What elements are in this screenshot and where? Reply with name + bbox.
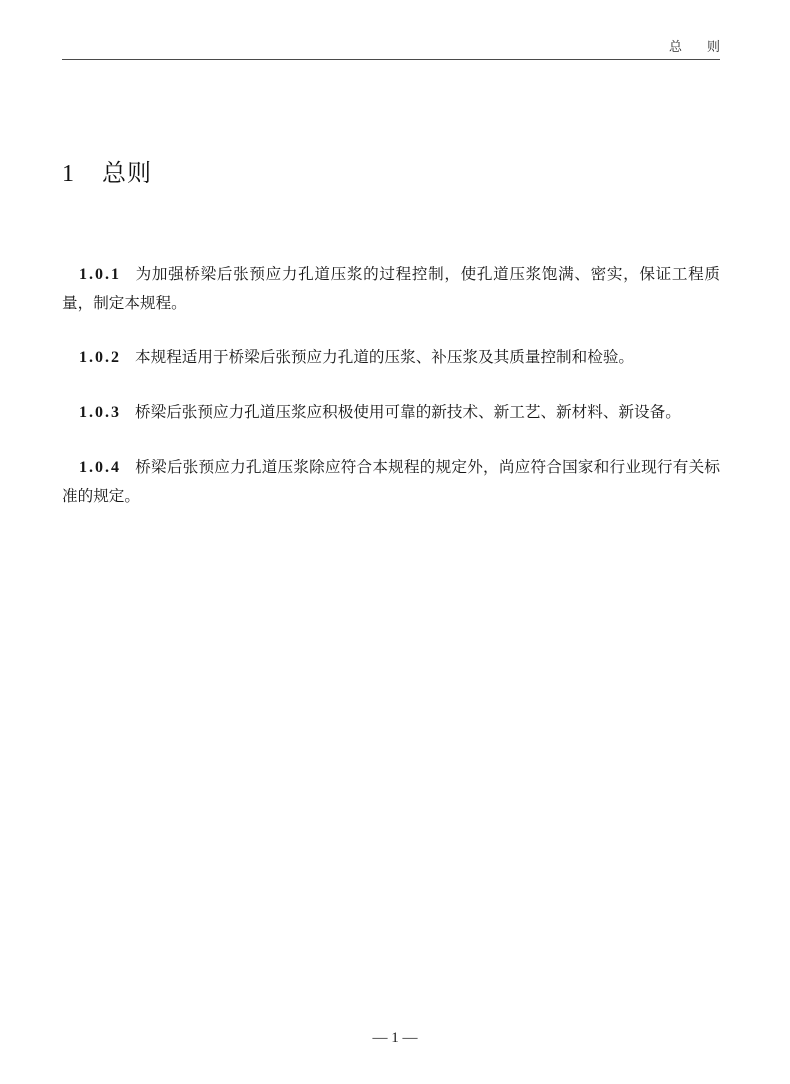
header-rule <box>62 59 720 60</box>
clause-1-0-1 <box>62 260 720 317</box>
clause-text: 桥梁后张预应力孔道压浆应积极使用可靠的新技术、新工艺、新材料、新设备。 <box>135 403 681 421</box>
clause-1-0-3 <box>62 398 720 427</box>
clause-text: 本规程适用于桥梁后张预应力孔道的压浆、补压浆及其质量控制和检验。 <box>135 348 635 366</box>
clause-number: 1.0.3 <box>79 404 121 421</box>
clause-number: 1.0.2 <box>79 349 121 366</box>
clause-1-0-4 <box>62 453 720 510</box>
clause-number: 1.0.4 <box>79 459 121 476</box>
clause-text: 桥梁后张预应力孔道压浆除应符合本规程的规定外，尚应符合国家和行业现行有关标准的规定。 <box>62 458 720 505</box>
chapter-number: 1 <box>62 161 74 187</box>
running-header <box>62 36 745 60</box>
running-header-title: 总则 <box>668 40 745 55</box>
clause-number: 1.0.1 <box>79 266 121 283</box>
chapter-title: 总则 <box>102 159 152 187</box>
chapter-heading <box>62 157 152 190</box>
clause-list <box>62 260 720 536</box>
page-number: — 1 — <box>372 1030 418 1046</box>
clause-text: 为加强桥梁后张预应力孔道压浆的过程控制，使孔道压浆饱满、密实，保证工程质量，制定本规程。 <box>62 265 720 312</box>
clause-1-0-2 <box>62 343 720 372</box>
